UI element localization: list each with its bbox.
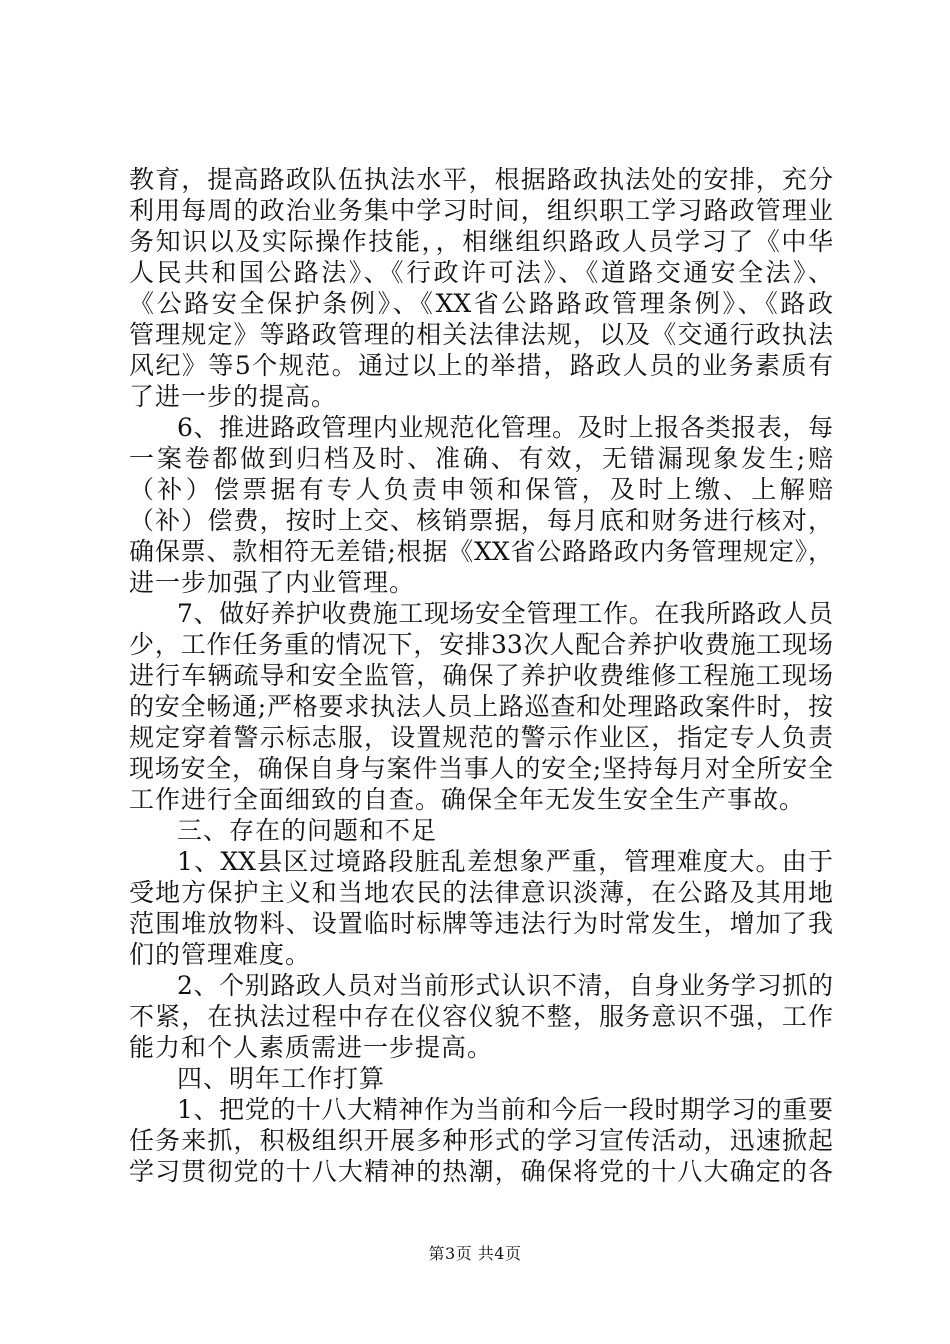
text-line: 人民共和国公路法》、《行政许可法》、《道路交通安全法》、 (129, 258, 833, 287)
text-line: 能力和个人素质需进一步提高。 (129, 1033, 494, 1062)
text-line: 规定穿着警示标志服，设置规范的警示作业区，指定专人负责 (129, 723, 833, 752)
text-line: 确保票、款相符无差错;根据《XX省公路路政内务管理规定》， (129, 537, 833, 566)
text-line: 进一步加强了内业管理。 (129, 568, 416, 597)
page-footer (0, 1244, 950, 1264)
text-line: 范围堆放物料、设置临时标牌等违法行为时常发生，增加了我 (129, 909, 833, 938)
text-line: 教育，提高路政队伍执法水平，根据路政执法处的安排，充分 (129, 165, 833, 194)
text-line: 7、做好养护收费施工现场安全管理工作。在我所路政人员 (177, 599, 833, 628)
text-line: 们的管理难度。 (129, 940, 312, 969)
text-line: 管理规定》等路政管理的相关法律法规，以及《交通行政执法 (129, 320, 833, 349)
text-line: 任务来抓，积极组织开展多种形式的学习宣传活动，迅速掀起 (129, 1126, 833, 1155)
text-line: 进行车辆疏导和安全监管，确保了养护收费维修工程施工现场 (129, 661, 833, 690)
text-line: 风纪》等5个规范。通过以上的举措，路政人员的业务素质有 (129, 351, 833, 380)
text-line: 的安全畅通;严格要求执法人员上路巡查和处理路政案件时，按 (129, 692, 833, 721)
text-line: 务知识以及实际操作技能，，相继组织路政人员学习了《中华 (129, 227, 833, 256)
text-line: 2、个别路政人员对当前形式认识不清，自身业务学习抓的 (177, 971, 833, 1000)
text-line: 工作进行全面细致的自查。确保全年无发生安全生产事故。 (129, 785, 806, 814)
text-line: 现场安全，确保自身与案件当事人的安全;坚持每月对全所安全 (129, 754, 833, 783)
text-line: （补）偿费，按时上交、核销票据，每月底和财务进行核对， (129, 506, 833, 535)
text-line: 一案卷都做到归档及时、准确、有效，无错漏现象发生;赔 (129, 444, 833, 473)
page-number-label: 第3页 共4页 (428, 1244, 522, 1263)
document-body (129, 164, 833, 1187)
text-line: 1、XX县区过境路段脏乱差想象严重，管理难度大。由于 (177, 847, 833, 876)
text-line: 了进一步的提高。 (129, 382, 338, 411)
text-line: （补）偿票据有专人负责申领和保管，及时上缴、上解赔 (129, 475, 833, 504)
text-line: 学习贯彻党的十八大精神的热潮，确保将党的十八大确定的各 (129, 1157, 833, 1186)
text-line: 不紧，在执法过程中存在仪容仪貌不整，服务意识不强，工作 (129, 1002, 833, 1031)
section-heading: 四、明年工作打算 (177, 1064, 386, 1093)
section-heading: 三、存在的问题和不足 (177, 816, 438, 845)
text-line: 少，工作任务重的情况下，安排33次人配合养护收费施工现场 (129, 630, 833, 659)
text-line: 6、推进路政管理内业规范化管理。及时上报各类报表，每 (177, 413, 833, 442)
text-line: 受地方保护主义和当地农民的法律意识淡薄，在公路及其用地 (129, 878, 833, 907)
text-line: 《公路安全保护条例》、《XX省公路路政管理条例》、《路政 (129, 289, 833, 318)
text-line: 利用每周的政治业务集中学习时间，组织职工学习路政管理业 (129, 196, 833, 225)
text-line: 1、把党的十八大精神作为当前和今后一段时期学习的重要 (177, 1095, 833, 1124)
